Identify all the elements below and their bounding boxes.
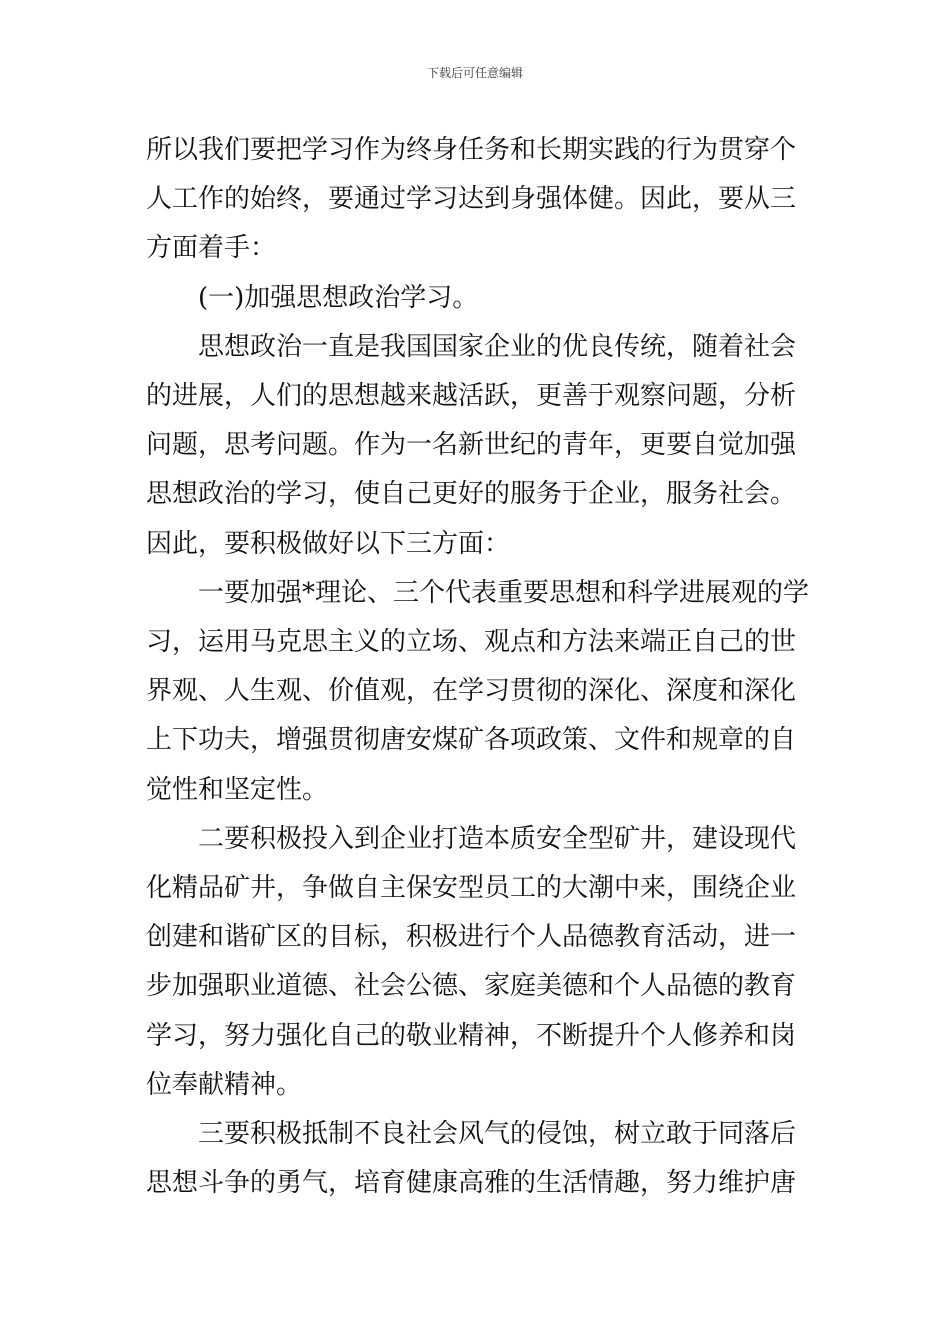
text-line: 问题，思考问题。作为一名新世纪的青年，更要自觉加强: [146, 430, 797, 461]
paragraph-point-two: [146, 815, 808, 1110]
text-line: 人工作的始终，要通过学习达到身强体健。因此，要从三: [146, 184, 797, 215]
text-line: 位奉献精神。: [146, 1069, 303, 1100]
paragraph-point-one: [146, 569, 808, 815]
text-line: 思想政治一直是我国国家企业的优良传统，随着社会: [146, 331, 797, 362]
text-line: 学习，努力强化自己的敬业精神，不断提升个人修养和岗: [146, 1020, 797, 1051]
text-line: 二要积极投入到企业打造本质安全型矿井，建设现代: [146, 823, 797, 854]
text-line: 因此，要积极做好以下三方面：: [146, 528, 511, 559]
page-header: 下载后可任意编辑: [426, 66, 523, 80]
text-line: 创建和谐矿区的目标，积极进行个人品德教育活动，进一: [146, 922, 797, 953]
text-line: 习，运用马克思主义的立场、观点和方法来端正自己的世: [146, 627, 797, 658]
paragraph-point-three: [146, 1110, 808, 1208]
text-line: 界观、人生观、价值观，在学习贯彻的深化、深度和深化: [146, 676, 797, 707]
text-line: 思想政治的学习，使自己更好的服务于企业，服务社会。: [146, 479, 797, 510]
paragraph-political: [146, 323, 808, 569]
text-line: (一)加强思想政治学习。: [146, 282, 479, 313]
text-line: 一要加强*理论、三个代表重要思想和科学进展观的学: [146, 577, 810, 608]
text-line: 思想斗争的勇气，培育健康高雅的生活情趣，努力维护唐: [146, 1168, 797, 1199]
text-line: 所以我们要把学习作为终身任务和长期实践的行为贯穿个: [146, 135, 797, 165]
text-line: 的进展，人们的思想越来越活跃，更善于观察问题，分析: [146, 381, 797, 412]
text-line: 上下功夫，增强贯彻唐安煤矿各项政策、文件和规章的自: [146, 725, 797, 756]
paragraph-intro: [146, 126, 808, 274]
text-line: 方面着手：: [146, 233, 277, 264]
document-body: [146, 126, 808, 1208]
text-line: 化精品矿井，争做自主保安型员工的大潮中来，围绕企业: [146, 873, 797, 904]
section-heading: [146, 274, 808, 323]
text-line: 步加强职业道德、社会公德、家庭美德和个人品德的教育: [146, 971, 797, 1002]
text-line: 三要积极抵制不良社会风气的侵蚀，树立敢于同落后: [146, 1119, 797, 1150]
text-line: 觉性和坚定性。: [146, 774, 329, 805]
